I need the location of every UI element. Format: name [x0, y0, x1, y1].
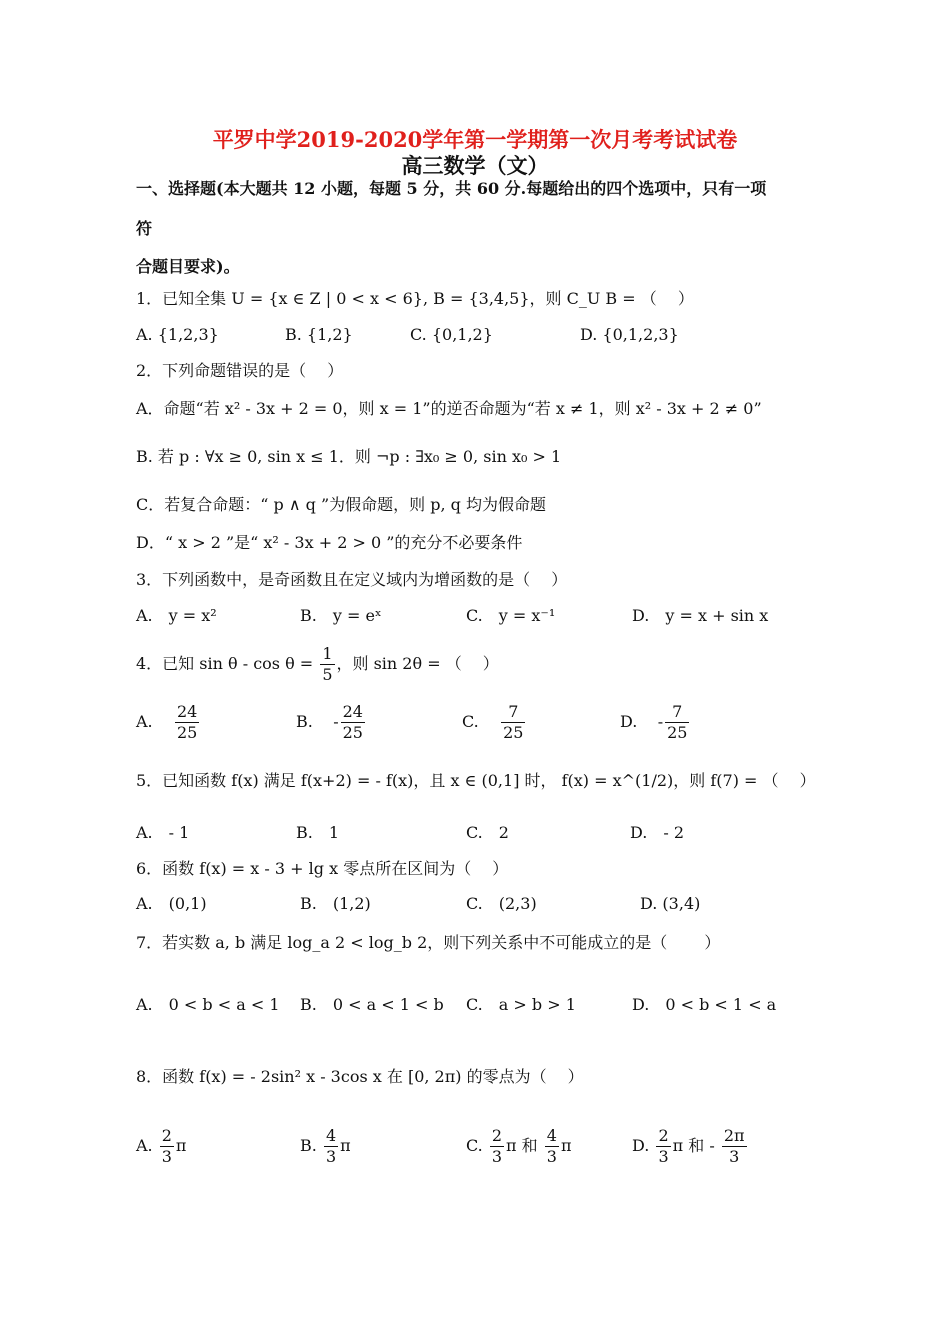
option-sign: -	[657, 712, 664, 731]
option-tail: π	[175, 1136, 187, 1155]
option-fraction	[175, 702, 199, 743]
fraction-denominator: 3	[325, 1147, 337, 1166]
fraction-numerator: 2	[161, 1126, 172, 1145]
section-heading-line2: 符	[136, 219, 153, 238]
option-fraction	[160, 1126, 174, 1167]
question-6-stem: 6．函数 f(x) = x - 3 + lg x 零点所在区间为（ ）	[136, 859, 509, 878]
option-fraction	[545, 1126, 559, 1167]
option-label: D.	[632, 1136, 650, 1155]
option-label: B.	[300, 1136, 317, 1155]
fraction-denominator: 3	[546, 1147, 557, 1166]
question-5-option-c: C. 2	[466, 823, 509, 842]
option-fraction	[656, 1126, 670, 1167]
fraction-denominator: 3	[658, 1147, 669, 1166]
option-tail: π	[560, 1136, 572, 1155]
question-6-option-a: A. (0,1)	[136, 894, 207, 913]
option-tail: π 和	[506, 1136, 543, 1155]
question-7-stem: 7．若实数 a, b 满足 log_a 2 < log_b 2，则下列关系中不可能成立的是（ ）	[136, 933, 721, 952]
question-5-option-b: B. 1	[296, 823, 340, 842]
question-8-option-b	[300, 1126, 351, 1167]
section-heading-line1: 一、选择题(本大题共 12 小题，每题 5 分，共 60 分.每题给出的四个选项中，只有一项	[136, 179, 767, 198]
option-fraction	[490, 1126, 504, 1167]
exam-subtitle: 高三数学（文）	[401, 153, 549, 178]
fraction-denominator: 3	[161, 1147, 172, 1166]
question-4-option-a	[136, 702, 201, 743]
question-7-option-b: B. 0 < a < 1 < b	[300, 995, 444, 1014]
option-label: A.	[136, 712, 153, 731]
fraction-numerator: 2	[491, 1126, 503, 1145]
option-fraction	[665, 702, 689, 743]
fraction-numerator: 4	[546, 1126, 557, 1145]
question-8-option-a	[136, 1126, 186, 1167]
question-6-option-c: C. (2,3)	[466, 894, 537, 913]
question-8-option-d	[632, 1126, 749, 1167]
option-fraction	[722, 1126, 747, 1167]
question-1-option-d: D. {0,1,2,3}	[580, 325, 679, 344]
question-3-option-d: D. y = x + sin x	[632, 606, 769, 625]
question-4-stem-suffix: ，则 sin 2θ = （ ）	[336, 654, 499, 673]
fraction-denominator: 25	[176, 723, 198, 742]
question-1-option-b: B. {1,2}	[285, 325, 353, 344]
question-1-option-c: C. {0,1,2}	[410, 325, 493, 344]
option-fraction	[341, 702, 365, 743]
fraction-numerator: 1	[322, 644, 333, 663]
question-2-option-c: C．若复合命题：“ p ∧ q ”为假命题，则 p, q 均为假命题	[136, 495, 546, 514]
fraction-numerator: 24	[342, 702, 363, 721]
option-label: C.	[462, 712, 479, 731]
fraction-denominator: 25	[503, 723, 524, 742]
option-fraction	[501, 702, 525, 743]
question-4-option-d	[620, 702, 691, 743]
exam-title: 平罗中学2019-2020学年第一学期第一次月考考试试卷	[212, 127, 738, 152]
question-7-option-d: D. 0 < b < 1 < a	[632, 995, 777, 1014]
fraction-denominator: 3	[729, 1147, 740, 1166]
question-4-option-c	[462, 702, 527, 743]
question-5-stem: 5．已知函数 f(x) 满足 f(x+2) = - f(x)，且 x ∈ (0,1] 时， f(x) = x^(1/2)，则 f(7) = （ ）	[136, 771, 816, 790]
fraction-numerator: 7	[665, 702, 689, 723]
question-3-option-a: A. y = x²	[136, 606, 217, 625]
question-2-stem: 2．下列命题错误的是（ ）	[136, 361, 344, 380]
question-2-option-b: B. 若 p : ∀x ≥ 0, sin x ≤ 1．则 ¬p : ∃x₀ ≥ 0, sin x₀ > 1	[136, 447, 562, 466]
fraction-numerator: 2	[658, 1126, 669, 1145]
option-label: D.	[620, 712, 638, 731]
option-label: C.	[466, 1136, 483, 1155]
question-8-option-c	[466, 1126, 571, 1167]
option-label: A.	[136, 1136, 153, 1155]
option-fraction	[324, 1126, 338, 1167]
fraction-numerator: 7	[501, 702, 525, 723]
question-4-stem-fraction	[320, 644, 334, 685]
question-6-option-d: D. (3,4)	[640, 894, 701, 913]
question-1-option-a: A. {1,2,3}	[136, 325, 219, 344]
question-8-stem: 8．函数 f(x) = - 2sin² x - 3cos x 在 [0, 2π) 的零点为（ ）	[136, 1067, 584, 1086]
question-2-option-a: A．命题“若 x² - 3x + 2 = 0，则 x = 1”的逆否命题为“若 x ≠ 1，则 x² - 3x + 2 ≠ 0”	[136, 399, 762, 418]
question-7-option-c: C. a > b > 1	[466, 995, 576, 1014]
question-1-stem: 1．已知全集 U = {x ∈ Z | 0 < x < 6}, B = {3,4,5}，则 C_U B = （ ）	[136, 289, 694, 308]
question-4-stem	[136, 644, 499, 685]
question-5-option-d: D. - 2	[630, 823, 685, 842]
fraction-denominator: 5	[322, 665, 333, 684]
fraction-denominator: 25	[342, 723, 363, 742]
section-heading-line3: 合题目要求)。	[136, 257, 240, 276]
question-4-stem-prefix: 4．已知 sin θ - cos θ =	[136, 654, 319, 673]
option-tail: π	[340, 1136, 351, 1155]
question-5-option-a: A. - 1	[136, 823, 190, 842]
option-label: B.	[296, 712, 313, 731]
fraction-denominator: 3	[491, 1147, 503, 1166]
question-6-option-b: B. (1,2)	[300, 894, 371, 913]
question-3-option-c: C. y = x⁻¹	[466, 606, 556, 625]
fraction-numerator: 24	[176, 702, 198, 721]
option-tail: π 和 -	[672, 1136, 720, 1155]
question-3-option-b: B. y = eˣ	[300, 606, 382, 625]
option-sign: -	[333, 712, 339, 731]
question-2-option-d: D．“ x > 2 ”是“ x² - 3x + 2 > 0 ”的充分不必要条件	[136, 533, 523, 552]
question-3-stem: 3．下列函数中，是奇函数且在定义域内为增函数的是（ ）	[136, 570, 568, 589]
question-4-option-b	[296, 702, 367, 743]
fraction-numerator: 2π	[723, 1126, 745, 1145]
fraction-numerator: 4	[325, 1126, 337, 1145]
fraction-denominator: 25	[667, 723, 688, 742]
question-7-option-a: A. 0 < b < a < 1	[136, 995, 280, 1014]
